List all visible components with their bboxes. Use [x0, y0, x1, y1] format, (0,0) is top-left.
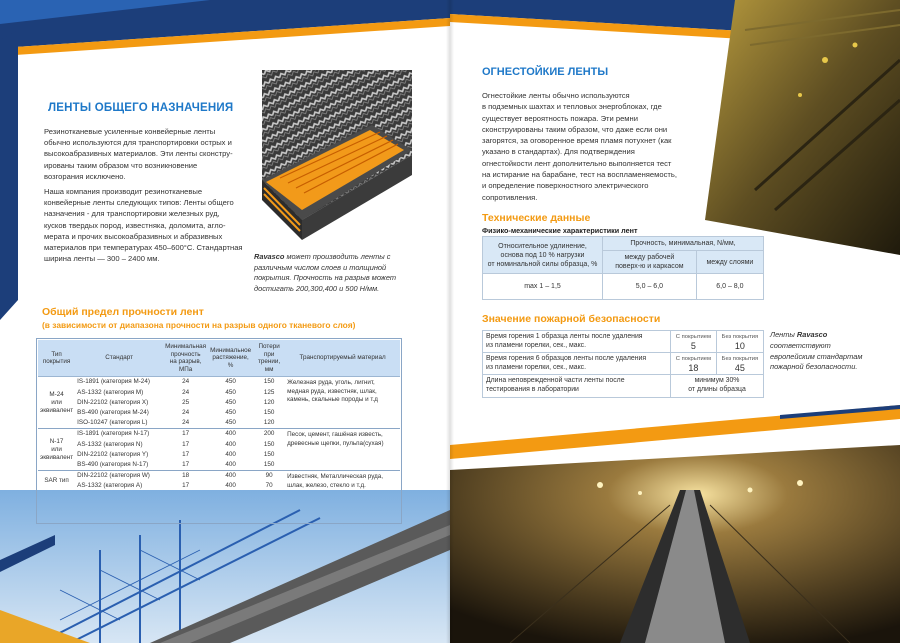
- table-row: Время горения 1 образца ленты после удаления из пламени горелки, сек., макс. С покрытием 5 Без покрытия 10: [483, 331, 764, 353]
- col-material: Транспортируемый материал: [285, 340, 400, 377]
- tech-table: [482, 236, 764, 300]
- tech-sub-cover: между рабочей поверх-ю и каркасом: [603, 251, 697, 274]
- col-loss: Потери при трении, мм: [253, 340, 285, 377]
- col-elongation: Минимальное растяжение, %: [208, 340, 253, 377]
- fire-title: ОГНЕСТОЙКИЕ ЛЕНТЫ: [482, 66, 609, 78]
- type-n17: N-17 или эквивалент: [38, 429, 75, 471]
- note-brand: Ravasco: [796, 330, 828, 339]
- table-row: BS-490 (категория M-24) 24 450 150: [77, 408, 275, 416]
- general-title: ЛЕНТЫ ОБЩЕГО НАЗНАЧЕНИЯ: [48, 102, 234, 114]
- strength-table: [38, 340, 400, 492]
- table-row: AS-1332 (категория M) 24 450 125: [77, 388, 275, 396]
- table-row: AS-1332 (категория N) 17 400 150: [77, 440, 275, 448]
- table-row: Время горения 6 образцов ленты после удаления из пламени горелки, сек., макс. С покрытием 18 Без покрытия 45: [483, 353, 764, 375]
- tech-subtitle: Физико-механические характеристики лент: [482, 226, 638, 235]
- tech-col-elongation: Относительное удлинение, основа под 10 % нагрузки от номинальной силы образца, %: [483, 237, 603, 274]
- table-row: DIN-22102 (категория X) 25 450 120: [77, 398, 275, 406]
- fire-paragraph: Огнестойкие ленты обычно используются в подземных шахтах и тепловых энергоблоках, где существует вероятность пожара. Эти ремни сконструированы таким образом, что даже если они загорятся, за оговоренное время пламя потухнет (как указано в стандартах). Для подтверждения огнестойкости лент дополнительно выполняется тест на истирание на барабане, тест на воспламеняемость, и определение поверхностного электрического сопротивления.: [482, 91, 677, 202]
- table-row: BS-490 (категория N-17) 17 400 150: [77, 461, 275, 468]
- right-page: [450, 0, 900, 643]
- belt-cross-section-image: [262, 70, 412, 240]
- col-type: Тип покрытия: [38, 340, 75, 377]
- table-row: SAR тип DIN-22102 (категория W) 18 400 90 Известняк, Металлическая руда, шлак, железо, стекло и т.д.: [38, 471, 400, 482]
- table-row: ISO-10247 (категория L) 24 450 120: [77, 419, 275, 427]
- caption-brand: Ravasco: [254, 252, 285, 261]
- conveyor-photo: [0, 490, 450, 643]
- tech-col-strength: Прочность, минимальная, N/мм,: [603, 237, 764, 251]
- material-sar: Известняк, Металлическая руда, шлак, железо, стекло и т.д.: [285, 471, 400, 492]
- table-row: N-17 или эквивалент IS-1891 (категория N-17) 17 400 200 Песок, цемент, гашёная известь, древесные щепки, пульпа(сухая): [38, 429, 400, 440]
- belt-caption: Ravasco может производить ленты с различным числом слоев и толщиной покрытия. Прочность на разрыв может достигать 200,300,400 и 500 Н/мм.: [254, 252, 397, 293]
- strength-subtitle: (в зависимости от диапазона прочности на разрыв одного тканевого слоя): [42, 320, 356, 330]
- top-band-left: [0, 0, 450, 56]
- strength-table-header: [38, 340, 400, 377]
- spine: [446, 0, 454, 643]
- tunnel-photo: [450, 445, 900, 643]
- general-paragraph-2: Наша компания производит резинотканевые конвейерные ленты следующих типов: Ленты общего назначения - для транспортировки железных руд, кусков твердых пород, известняка, доломита, агло- мерата и прочих высокоабразивных и абразивных материалов при температурах 450–600°С. Стандартная ширина ленты — 300 – 2400 мм.: [44, 187, 243, 264]
- tech-sub-layers: между слоями: [696, 251, 763, 274]
- safety-note: Ленты Ravasco соответствуют европейским стандартам пожарной безопасности.: [770, 330, 863, 372]
- material-n17: Песок, цемент, гашёная известь, древесные щепки, пульпа(сухая): [285, 429, 400, 471]
- mine-photo-top: [705, 0, 900, 255]
- type-m24: M-24 или эквивалент: [40, 390, 74, 414]
- type-sar: SAR тип: [38, 471, 75, 492]
- fire-safety-table: [482, 330, 764, 398]
- table-row: M-24 или эквивалент IS-1891 (категория M-24) 24 450 150 Железная руда, уголь, лигнит, медная руда, известняк, шлак, камень, скальные породы и т.д: [38, 377, 400, 388]
- table-row: max 1 – 1,5 5,0 – 6,0 6,0 – 8,0: [483, 274, 764, 300]
- safety-title: Значение пожарной безопасности: [482, 313, 661, 325]
- col-standard: Стандарт: [75, 340, 163, 377]
- tech-title: Технические данные: [482, 212, 591, 224]
- table-row: AS-1332 (категория A) 17 400 70: [77, 482, 273, 490]
- table-row: DIN-22102 (категория Y) 17 400 150: [77, 450, 275, 458]
- general-paragraph-1: Резинотканевые усиленные конвейерные ленты обычно используются для транспортировки острых и высокоабразивных материалов. Эти ленты сконстру- ированы таким образом что возникновение возгорания исключено.: [44, 127, 233, 181]
- material-m24: Железная руда, уголь, лигнит, медная руда, известняк, шлак, камень, скальные породы и т.д: [287, 379, 378, 404]
- table-row: Длина неповрежденной части ленты после тестирования в лаборатории минимум 30% от длины образца: [483, 375, 764, 397]
- strength-title: Общий предел прочности лент: [42, 306, 204, 318]
- col-strength: Минимальная прочность на разрыв, МПа: [163, 340, 208, 377]
